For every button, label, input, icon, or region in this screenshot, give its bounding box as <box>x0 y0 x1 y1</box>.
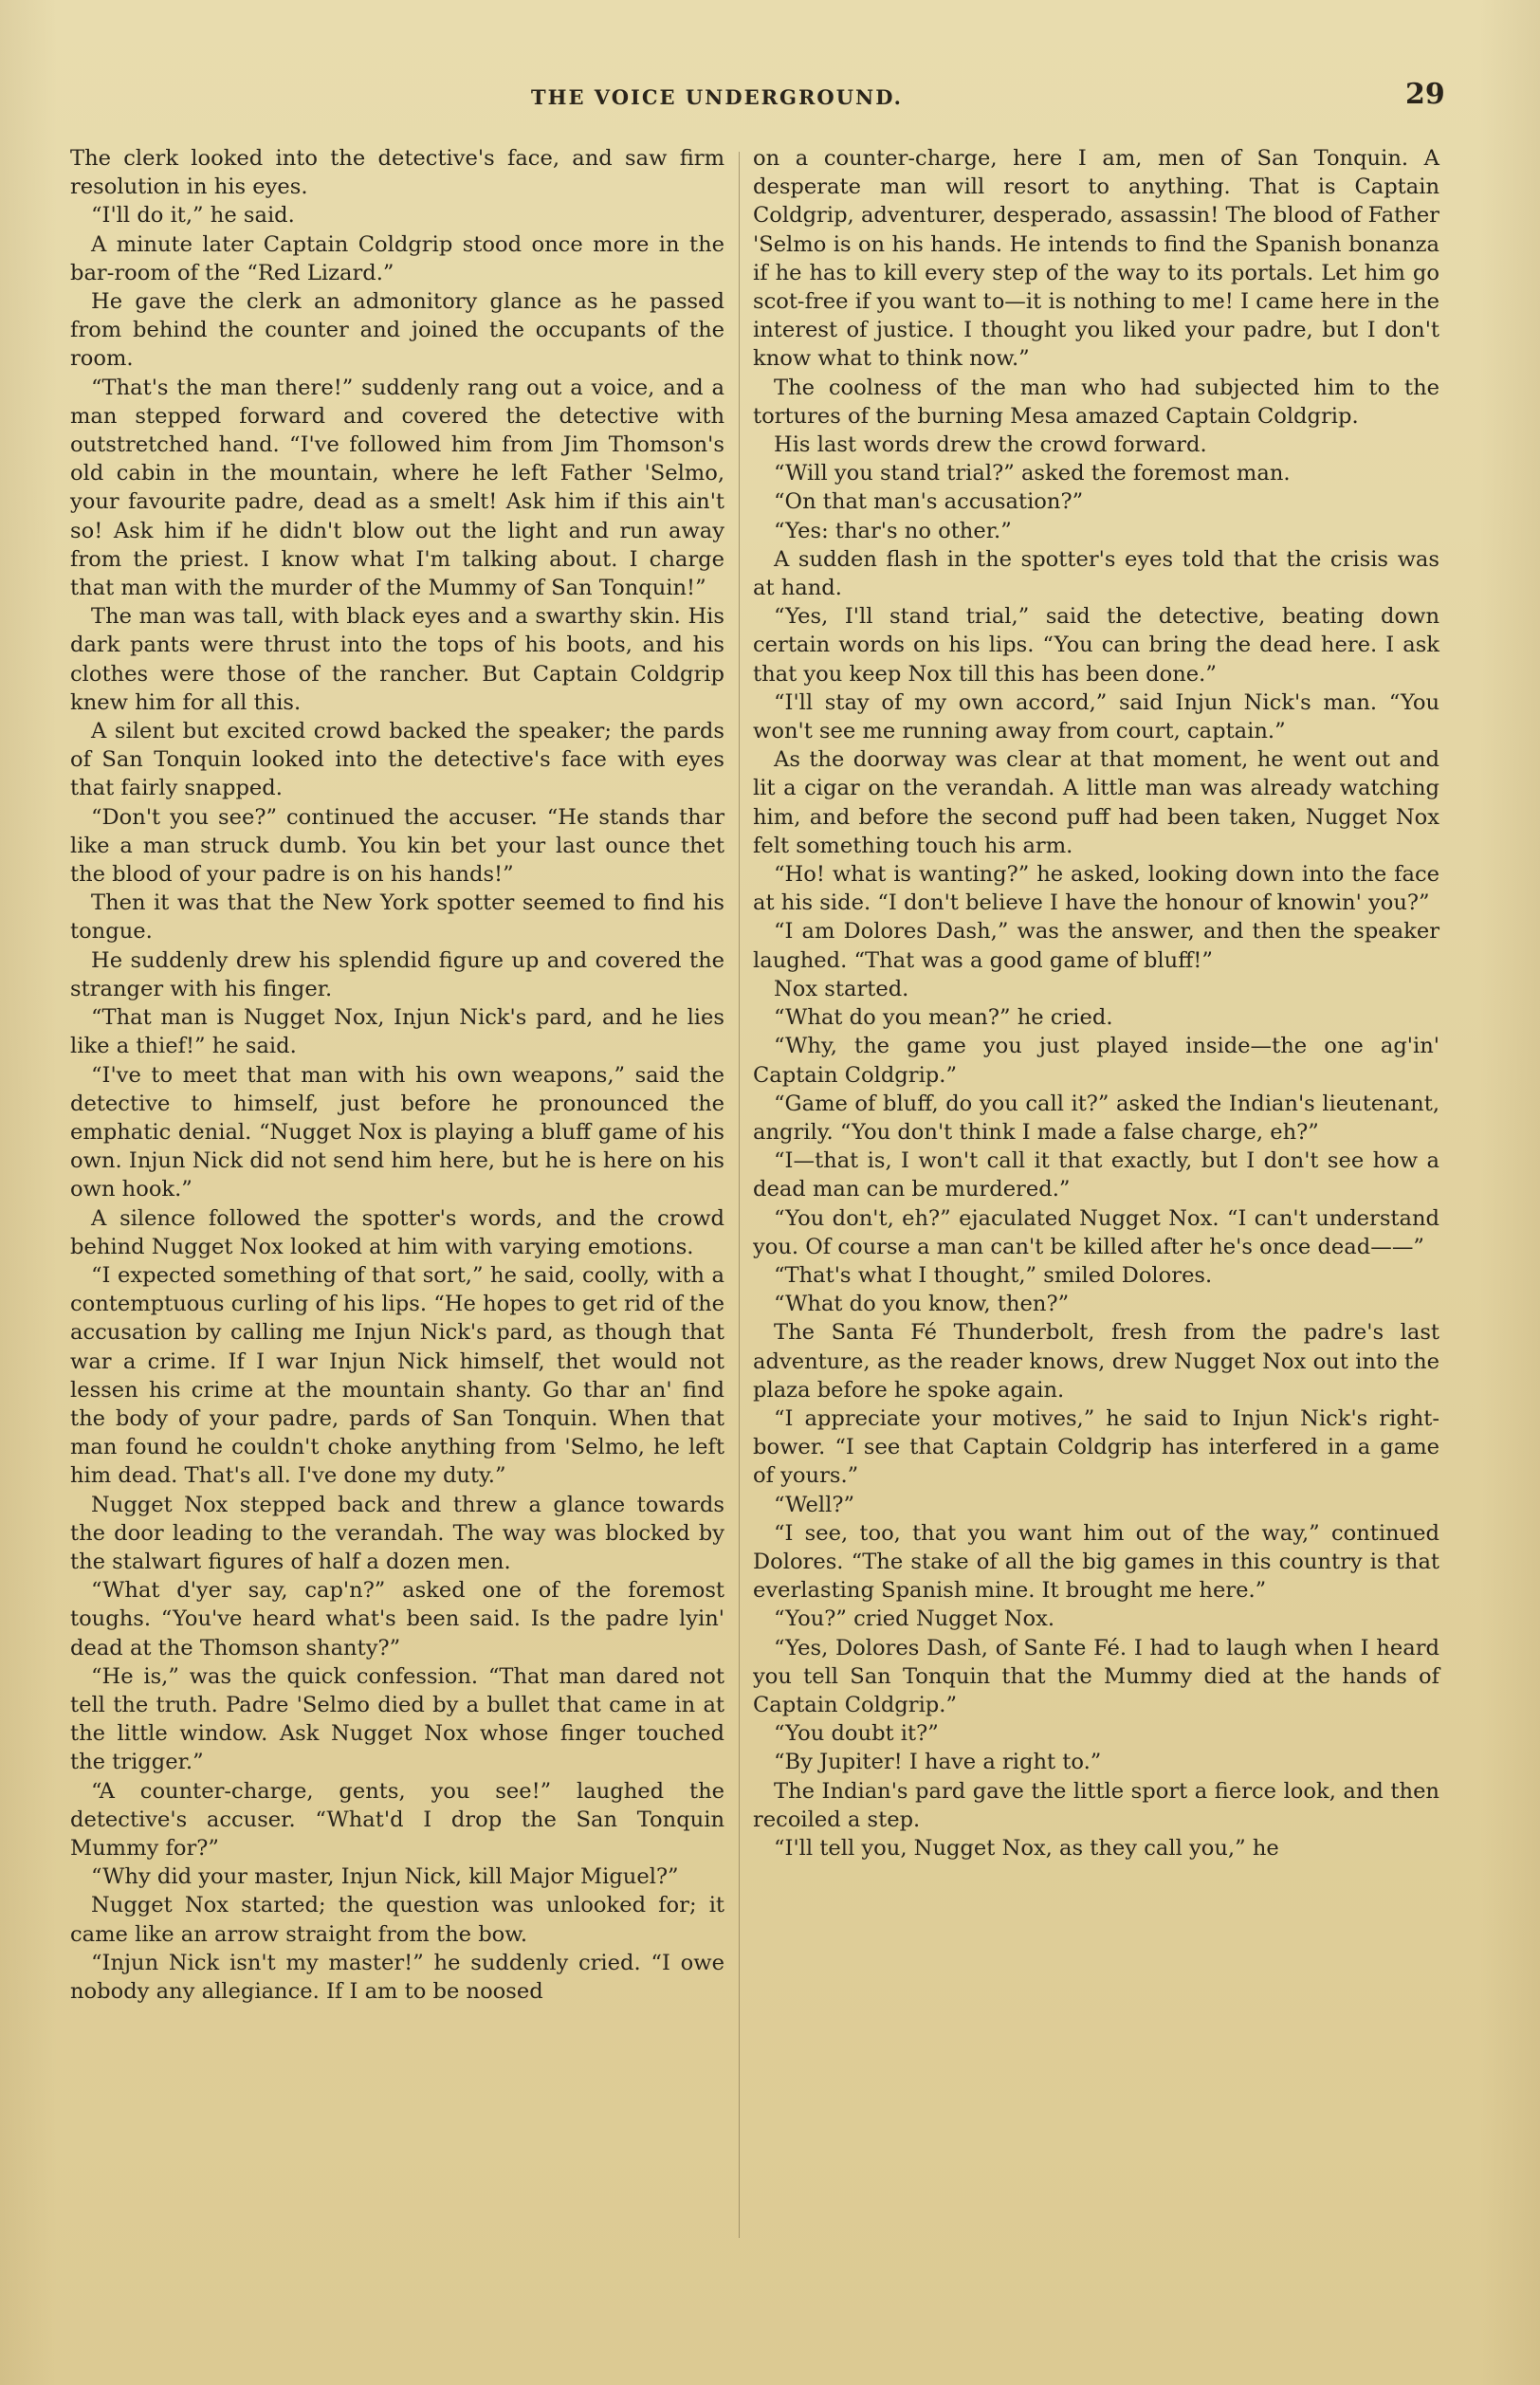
left-column <box>70 144 724 2006</box>
paragraph: Then it was that the New York spotter seemed to find his tongue. <box>70 890 724 945</box>
paragraph: “I—that is, I won't call it that exactly, but I don't see how a dead man can be murdered.” <box>753 1148 1439 1202</box>
page-number: 29 <box>1405 78 1445 111</box>
paragraph: A sudden flash in the spotter's eyes told that the crisis was at hand. <box>753 546 1439 601</box>
paragraph: on a counter-charge, here I am, men of San Tonquin. A desperate man will resort to anything. That is Captain Coldgrip, adventurer, desperado, assassin! The blood of Father 'Selmo is on his hands. He intends to find the Spanish bonanza if he has to kill every step of the way to its portals. Let him go scot-free if you want to—it is nothing to me! I came here in the interest of justice. I thought you liked your padre, but I don't know what to think now.” <box>753 146 1439 372</box>
paragraph: “Why did your master, Injun Nick, kill Major Miguel?” <box>91 1864 679 1890</box>
paragraph: “What do you know, then?” <box>774 1292 1070 1317</box>
paragraph: Nox started. <box>774 976 909 1001</box>
paragraph: “I see, too, that you want him out of the way,” continued Dolores. “The stake of all the big games in this country is that everlasting Spanish mine. It brought me here.” <box>753 1520 1439 1604</box>
paragraph: “A counter-charge, gents, you see!” laughed the detective's accuser. “What'd I drop the San Tonquin Mummy for?” <box>70 1778 724 1861</box>
paragraph: The Santa Fé Thunderbolt, fresh from the padre's last adventure, as the reader knows, drew Nugget Nox out into the plaza before he spoke again. <box>753 1320 1439 1403</box>
paragraph: “I am Dolores Dash,” was the answer, and then the speaker laughed. “That was a good game of bluff!” <box>753 919 1439 973</box>
paragraph: “You don't, eh?” ejaculated Nugget Nox. “I can't understand you. Of course a man can't be killed after he's once dead——” <box>753 1205 1439 1259</box>
paragraph: Nugget Nox started; the question was unlooked for; it came like an arrow straight from the bow. <box>70 1893 724 1947</box>
paragraph: “You?” cried Nugget Nox. <box>774 1606 1055 1632</box>
paragraph: A silence followed the spotter's words, and the crowd behind Nugget Nox looked at him with varying emotions. <box>70 1205 724 1259</box>
paragraph: “I've to meet that man with his own weapons,” said the detective to himself, just before he pronounced the emphatic denial. “Nugget Nox is playing a bluff game of his own. Injun Nick did not send him here, but he is here on his own hook.” <box>70 1062 724 1202</box>
paragraph: He gave the clerk an admonitory glance as he passed from behind the counter and joined the occupants of the room. <box>70 289 724 372</box>
paragraph: “I expected something of that sort,” he said, coolly, with a contemptuous curling of his lips. “He hopes to get rid of the accusation by calling me Injun Nick's pard, as though that war a crime. If I war Injun Nick himself, thet would not lessen his crime at the mountain shanty. Go thar an' find the body of your padre, pards of San Tonquin. When that man found he couldn't choke anything from 'Selmo, he left him dead. That's all. I've done my duty.” <box>70 1262 724 1489</box>
paragraph: “Well?” <box>774 1492 855 1517</box>
paragraph: “That man is Nugget Nox, Injun Nick's pard, and he lies like a thief!” he said. <box>70 1005 724 1059</box>
paragraph: “What do you mean?” he cried. <box>774 1005 1113 1031</box>
paragraph: The Indian's pard gave the little sport a fierce look, and then recoiled a step. <box>753 1778 1439 1832</box>
paragraph: “You doubt it?” <box>774 1721 939 1747</box>
paragraph: “That's what I thought,” smiled Dolores. <box>774 1262 1213 1288</box>
paragraph: He suddenly drew his splendid figure up and covered the stranger with his finger. <box>70 947 724 1001</box>
right-column <box>753 144 1439 1862</box>
paragraph: “Yes, Dolores Dash, of Sante Fé. I had to laugh when I heard you tell San Tonquin that the Mummy died at the hands of Captain Coldgrip.” <box>753 1635 1439 1717</box>
paragraph: “Injun Nick isn't my master!” he suddenly cried. “I owe nobody any allegiance. If I am to be noosed <box>70 1950 724 2004</box>
page-header <box>0 78 1540 116</box>
paragraph: “He is,” was the quick confession. “That man dared not tell the truth. Padre 'Selmo died by a bullet that came in at the little window. Ask Nugget Nox whose finger touched the trigger.” <box>70 1663 724 1775</box>
paragraph: “Ho! what is wanting?” he asked, looking down into the face at his side. “I don't believe I have the honour of knowin' you?” <box>753 862 1439 916</box>
paragraph: “I appreciate your motives,” he said to Injun Nick's right-bower. “I see that Captain Coldgrip has interfered in a game of yours.” <box>753 1405 1439 1489</box>
paragraph: His last words drew the crowd forward. <box>774 432 1207 458</box>
paragraph: The man was tall, with black eyes and a swarthy skin. His dark pants were thrust into the tops of his boots, and his clothes were those of the rancher. But Captain Coldgrip knew him for all this. <box>70 604 724 715</box>
paragraph: “Yes: thar's no other.” <box>774 518 1012 543</box>
paragraph: “By Jupiter! I have a right to.” <box>774 1750 1102 1775</box>
paragraph: A silent but excited crowd backed the speaker; the pards of San Tonquin looked into the detective's face with eyes that fairly snapped. <box>70 719 724 801</box>
paragraph: The coolness of the man who had subjected him to the tortures of the burning Mesa amazed Captain Coldgrip. <box>753 375 1439 429</box>
column-divider <box>739 152 740 2238</box>
paragraph: “Game of bluff, do you call it?” asked the Indian's lieutenant, angrily. “You don't think I made a false charge, eh?” <box>753 1091 1439 1145</box>
paragraph: “I'll stay of my own accord,” said Injun Nick's man. “You won't see me running away from court, captain.” <box>753 689 1439 744</box>
paragraph: A minute later Captain Coldgrip stood once more in the bar-room of the “Red Lizard.” <box>70 231 724 285</box>
paragraph: As the doorway was clear at that moment, he went out and lit a cigar on the verandah. A little man was already watching him, and before the second puff had been taken, Nugget Nox felt something touch his arm. <box>753 747 1439 858</box>
paragraph: “I'll tell you, Nugget Nox, as they call you,” he <box>774 1835 1279 1861</box>
paragraph: The clerk looked into the detective's face, and saw firm resolution in his eyes. <box>70 146 724 200</box>
paragraph: “Don't you see?” continued the accuser. “He stands thar like a man struck dumb. You kin bet your last ounce thet the blood of your padre is on his hands!” <box>70 804 724 888</box>
running-head: THE VOICE UNDERGROUND. <box>531 85 903 109</box>
paragraph: “That's the man there!” suddenly rang out a voice, and a man stepped forward and covered the detective with outstretched hand. “I've followed him from Jim Thomson's old cabin in the mountain, where he left Father 'Selmo, your favourite padre, dead as a smelt! Ask him if this ain't so! Ask him if he didn't blow out the light and run away from the priest. I know what I'm talking about. I charge that man with the murder of the Mummy of San Tonquin!” <box>70 375 724 601</box>
paragraph: “Will you stand trial?” asked the foremost man. <box>774 461 1291 486</box>
paragraph: “Why, the game you just played inside—the one ag'in' Captain Coldgrip.” <box>753 1034 1439 1088</box>
paragraph: “What d'yer say, cap'n?” asked one of the foremost toughs. “You've heard what's been said. Is the padre lyin' dead at the Thomson shanty?” <box>70 1578 724 1660</box>
paragraph: “Yes, I'll stand trial,” said the detective, beating down certain words on his lips. “You can bring the dead here. I ask that you keep Nox till this has been done.” <box>753 604 1439 687</box>
paragraph: “I'll do it,” he said. <box>91 203 295 229</box>
paragraph: “On that man's accusation?” <box>774 489 1084 515</box>
paragraph: Nugget Nox stepped back and threw a glance towards the door leading to the verandah. The way was blocked by the stalwart figures of half a dozen men. <box>70 1492 724 1574</box>
